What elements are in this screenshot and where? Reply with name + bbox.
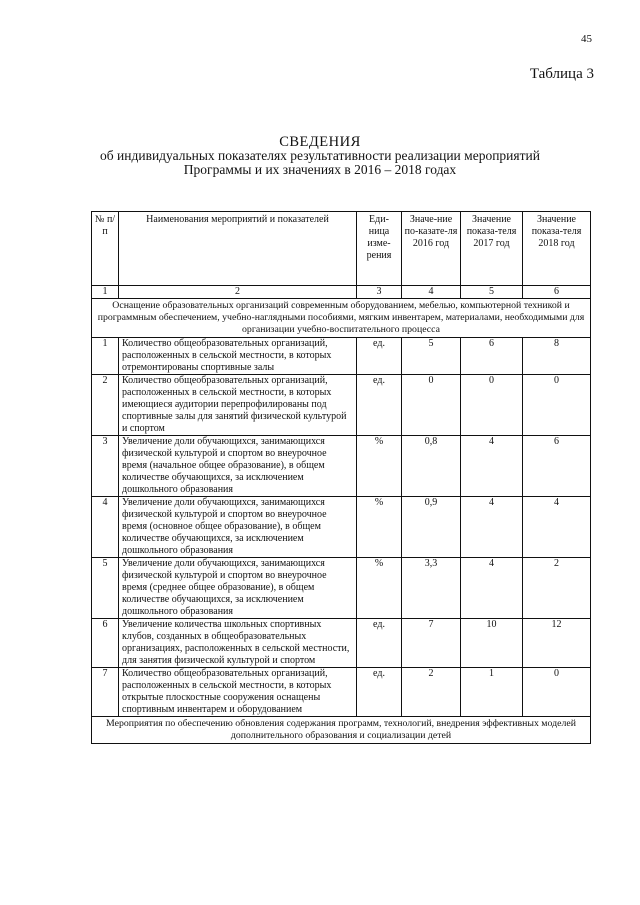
indicators-table xyxy=(91,211,591,744)
heading-line-2: об индивидуальных показателях результативности реализации мероприятий xyxy=(100,148,540,163)
row-value-2017: 4 xyxy=(461,497,523,558)
heading-line-3: Программы и их значениях в 2016 – 2018 годах xyxy=(183,162,457,177)
row-value-2016: 5 xyxy=(402,338,461,375)
row-unit: ед. xyxy=(357,375,402,436)
row-number: 2 xyxy=(92,375,119,436)
table-row xyxy=(92,436,591,497)
row-value-2018: 4 xyxy=(523,497,591,558)
column-number: 4 xyxy=(402,286,461,299)
table-row xyxy=(92,558,591,619)
table-row xyxy=(92,497,591,558)
header-value-2016: Значе-ние по-казате-ля 2016 год xyxy=(402,212,461,286)
row-value-2016: 0,8 xyxy=(402,436,461,497)
row-value-2018: 2 xyxy=(523,558,591,619)
section-title-1: Оснащение образовательных организаций современным оборудованием, мебелью, компьютерной техникой и программным обеспечением, учебно-наглядными пособиями, мягким инвентарем, материалами, необходимыми для организации учебно-воспитательного процесса xyxy=(92,299,591,338)
row-value-2016: 0 xyxy=(402,375,461,436)
table-row xyxy=(92,338,591,375)
column-number: 5 xyxy=(461,286,523,299)
column-number: 1 xyxy=(92,286,119,299)
heading-title: СВЕДЕНИЯ xyxy=(279,134,361,150)
row-number: 5 xyxy=(92,558,119,619)
row-number: 1 xyxy=(92,338,119,375)
row-value-2016: 2 xyxy=(402,668,461,717)
table-label: Таблица 3 xyxy=(529,66,594,82)
row-value-2018: 0 xyxy=(523,375,591,436)
row-value-2017: 6 xyxy=(461,338,523,375)
row-value-2018: 0 xyxy=(523,668,591,717)
row-unit: % xyxy=(357,497,402,558)
page-number: 45 xyxy=(581,33,592,45)
row-unit: % xyxy=(357,558,402,619)
row-name: Увеличение доли обучающихся, занимающихся физической культурой и спортом во внеурочное время (среднее общее образование), в общем количестве обучающихся, за исключением дошкольного образования xyxy=(119,558,357,619)
row-value-2017: 1 xyxy=(461,668,523,717)
row-name: Количество общеобразовательных организаций, расположенных в сельской местности, в которых имеющиеся аудитории перепрофилированы под спортивные залы для занятий физической культурой и спортом xyxy=(119,375,357,436)
row-value-2018: 8 xyxy=(523,338,591,375)
section-title-2: Мероприятия по обеспечению обновления содержания программ, технологий, внедрения эффективных моделей дополнительного образования и социализации детей xyxy=(92,717,591,744)
row-number: 4 xyxy=(92,497,119,558)
table-row xyxy=(92,375,591,436)
section-row xyxy=(92,717,591,744)
header-row xyxy=(92,212,591,286)
column-number: 3 xyxy=(357,286,402,299)
row-unit: ед. xyxy=(357,619,402,668)
header-unit: Еди-ница изме-рения xyxy=(357,212,402,286)
section-row xyxy=(92,299,591,338)
row-unit: % xyxy=(357,436,402,497)
row-number: 6 xyxy=(92,619,119,668)
row-unit: ед. xyxy=(357,668,402,717)
indicators-table-wrapper xyxy=(91,211,590,744)
row-name: Увеличение доли обучающихся, занимающихся физической культурой и спортом во внеурочное время (начальное общее образование), в общем количестве обучающихся, за исключением дошкольного образования xyxy=(119,436,357,497)
row-value-2016: 3,3 xyxy=(402,558,461,619)
row-value-2018: 12 xyxy=(523,619,591,668)
header-value-2018: Значение показа-теля 2018 год xyxy=(523,212,591,286)
row-unit: ед. xyxy=(357,338,402,375)
row-number: 7 xyxy=(92,668,119,717)
column-number-row xyxy=(92,286,591,299)
header-value-2017: Значение показа-теля 2017 год xyxy=(461,212,523,286)
header-name: Наименования мероприятий и показателей xyxy=(119,212,357,286)
row-name: Количество общеобразовательных организаций, расположенных в сельской местности, в которых открытые плоскостные сооружения оснащены спортивным инвентарем и оборудованием xyxy=(119,668,357,717)
row-value-2017: 4 xyxy=(461,558,523,619)
row-value-2017: 4 xyxy=(461,436,523,497)
row-name: Увеличение доли обучающихся, занимающихся физической культурой и спортом во внеурочное время (основное общее образование), в общем количестве обучающихся, за исключением дошкольного образования xyxy=(119,497,357,558)
row-value-2017: 0 xyxy=(461,375,523,436)
document-heading xyxy=(0,135,640,177)
row-value-2017: 10 xyxy=(461,619,523,668)
table-row xyxy=(92,619,591,668)
header-num: № п/п xyxy=(92,212,119,286)
column-number: 6 xyxy=(523,286,591,299)
row-number: 3 xyxy=(92,436,119,497)
row-value-2016: 7 xyxy=(402,619,461,668)
row-value-2016: 0,9 xyxy=(402,497,461,558)
row-value-2018: 6 xyxy=(523,436,591,497)
row-name: Увеличение количества школьных спортивных клубов, созданных в общеобразовательных организациях, расположенных в сельской местности, для занятия физической культурой и спортом xyxy=(119,619,357,668)
table-row xyxy=(92,668,591,717)
column-number: 2 xyxy=(119,286,357,299)
row-name: Количество общеобразовательных организаций, расположенных в сельской местности, в которых отремонтированы спортивные залы xyxy=(119,338,357,375)
